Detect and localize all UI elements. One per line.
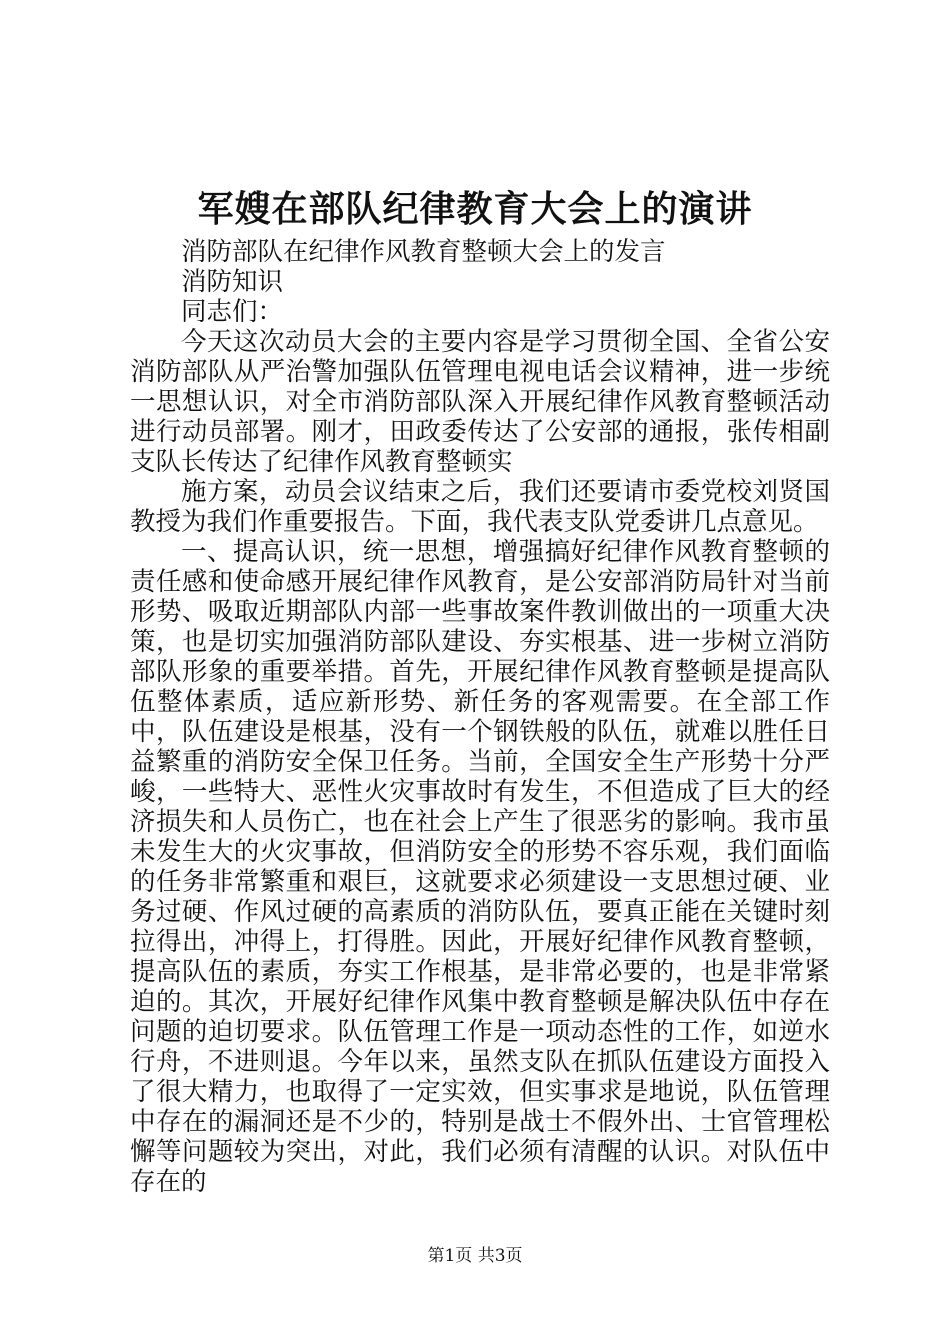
- paragraph-body: 一、提高认识，统一思想，增强搞好纪律作风教育整顿的责任感和使命感开展纪律作风教育，是公安部消防局针对当前形势、吸取近期部队内部一些事故案件教训做出的一项重大决策，也是切实加强消防部队建设、夯实根基、进一步树立消防部队形象的重要举措。首先，开展纪律作风教育整顿是提高队伍整体素质，适应新形势、新任务的客观需要。在全部工作中，队伍建设是根基，没有一个钢铁般的队伍，就难以胜任日益繁重的消防安全保卫任务。当前，全国安全生产形势十分严峻，一些特大、恶性火灾事故时有发生，不但造成了巨大的经济损失和人员伤亡，也在社会上产生了很恶劣的影响。我市虽未发生大的火灾事故，但消防安全的形势不容乐观，我们面临的任务非常繁重和艰巨，这就要求必须建设一支思想过硬、业务过硬、作风过硬的高素质的消防队伍，要真正能在关键时刻拉得出，冲得上，打得胜。因此，开展好纪律作风教育整顿，提高队伍的素质，夯实工作根基，是非常必要的，也是非常紧迫的。其次，开展好纪律作风集中教育整顿是解决队伍中存在问题的迫切要求。队伍管理工作是一项动态性的工作，如逆水行舟，不进则退。今年以来，虽然支队在抓队伍建设方面投入了很大精力，也取得了一定实效，但实事求是地说，队伍管理中存在的漏洞还是不少的，特别是战士不假外出、士官管理松懈等问题较为突出，对此，我们必须有清醒的认识。对队伍中存在的: [130, 537, 830, 1197]
- paragraph-body: 今天这次动员大会的主要内容是学习贯彻全国、全省公安消防部队从严治警加强队伍管理电视电话会议精神，进一步统一思想认识，对全市消防部队深入开展纪律作风教育整顿活动进行动员部署。刚才，田政委传达了公安部的通报，张传相副支队长传达了纪律作风教育整顿实: [130, 327, 830, 477]
- document-title: 军嫂在部队纪律教育大会上的演讲: [197, 188, 753, 230]
- document-body: [130, 237, 830, 1197]
- paragraph-body: 施方案，动员会议结束之后，我们还要请市委党校刘贤国教授为我们作重要报告。下面，我代表支队党委讲几点意见。: [130, 477, 830, 537]
- page-number-footer: 第1页 共3页: [427, 1246, 523, 1266]
- paragraph-subtitle: 消防部队在纪律作风教育整顿大会上的发言: [181, 237, 666, 267]
- paragraph-salutation: 同志们：: [181, 297, 284, 327]
- paragraph-category: 消防知识: [181, 267, 284, 297]
